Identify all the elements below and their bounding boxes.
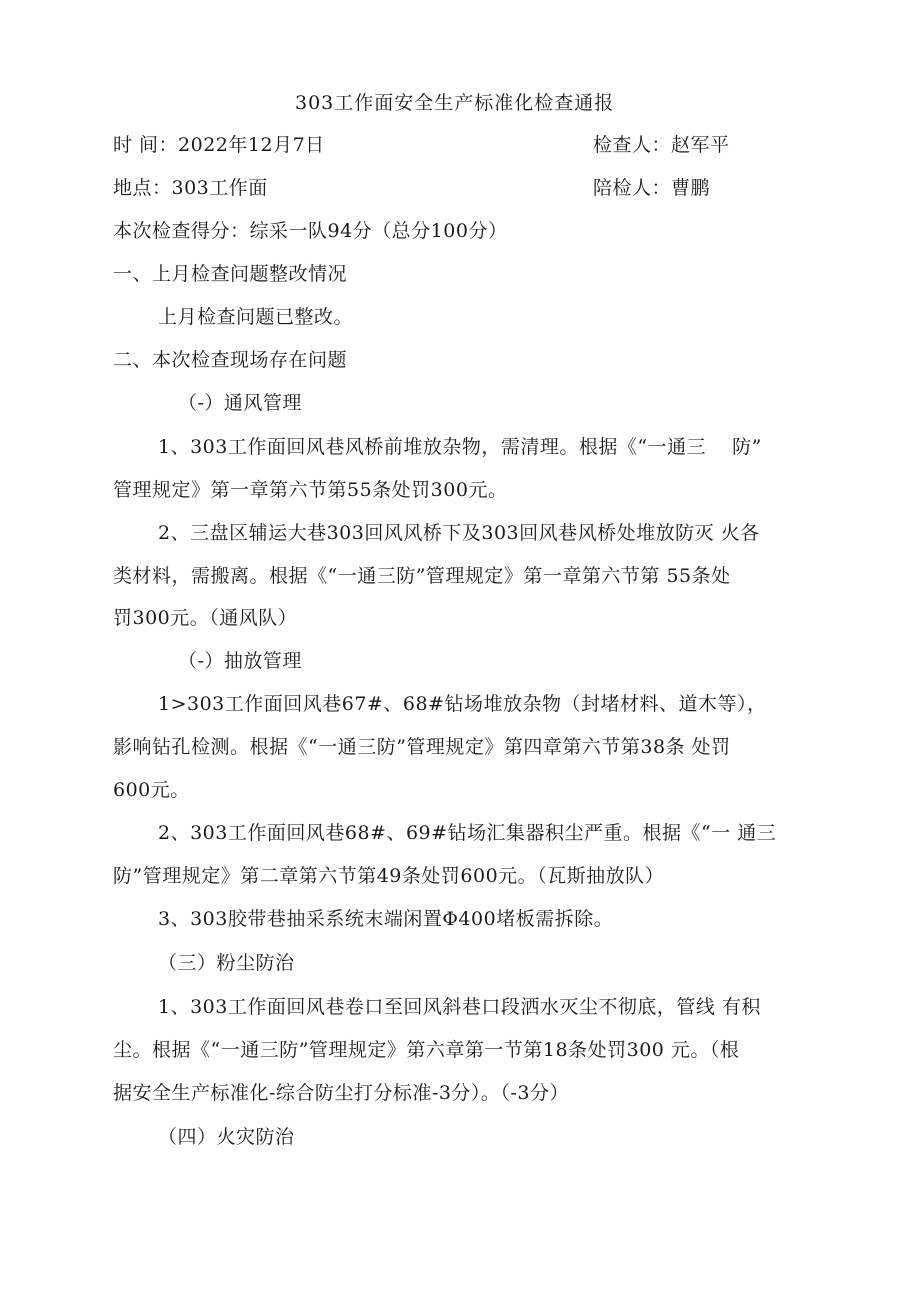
section-heading: 一、上月检查问题整改情况 [113,263,348,285]
document-title: 303工作面安全生产标准化检查通报 [295,92,615,114]
paragraph-line: 1、303工作面回风巷卷口至回风斜巷口段洒水灭尘不彻底，管线 有积 [158,996,761,1018]
paragraph-line: 1、303工作面回风巷风桥前堆放杂物，需清理。根据《“一通三 防” [158,436,762,458]
paragraph-line: 防”管理规定》第二章第六节第49条处罚600元。（瓦斯抽放队） [113,865,665,887]
inspector: 检查人：赵军平 [593,134,730,156]
subsection-heading: （三）粉尘防治 [158,952,295,974]
subsection-heading: （-）通风管理 [178,392,302,414]
inspection-location: 地点：303工作面 [113,177,268,199]
subsection-heading: （四）火灾防治 [158,1126,295,1148]
paragraph-line: 2、303工作面回风巷68#、69#钻场汇集器积尘严重。根据《“一 通三 [158,822,777,844]
paragraph: 上月检查问题已整改。 [158,306,354,328]
inspection-time: 时 间：2022年12月7日 [113,134,325,156]
paragraph-line: 据安全生产标准化-综合防尘打分标准-3分）。（-3分） [113,1082,569,1104]
paragraph-line: 2、三盘区辅运大巷303回风风桥下及303回风巷风桥处堆放防灭 火各 [158,522,760,544]
paragraph-line: 1>303工作面回风巷67#、68#钻场堆放杂物（封堵材料、道木等）， [158,693,767,715]
paragraph-line: 罚300元。（通风队） [113,607,298,629]
subsection-heading: （-）抽放管理 [178,650,302,672]
paragraph-line: 类材料，需搬离。根据《“一通三防”管理规定》第一章第六节第 55条处 [113,565,731,587]
section-heading: 二、本次检查现场存在问题 [113,349,348,371]
paragraph-line: 600元。 [113,779,190,801]
paragraph-line: 管理规定》第一章第六节第55条处罚300元。 [113,479,508,501]
accompanying-inspector: 陪检人：曹鹏 [593,177,711,199]
paragraph-line: 影响钻孔检测。根据《“一通三防”管理规定》第四章第六节第38条 处罚 [113,736,731,758]
paragraph-line: 尘。根据《“一通三防”管理规定》第六章第一节第18条处罚300 元。（根 [113,1039,740,1061]
paragraph-line: 3、303胶带巷抽采系统末端闲置Φ400堵板需拆除。 [158,908,614,930]
inspection-score: 本次检查得分：综采一队94分（总分100分） [113,220,508,242]
